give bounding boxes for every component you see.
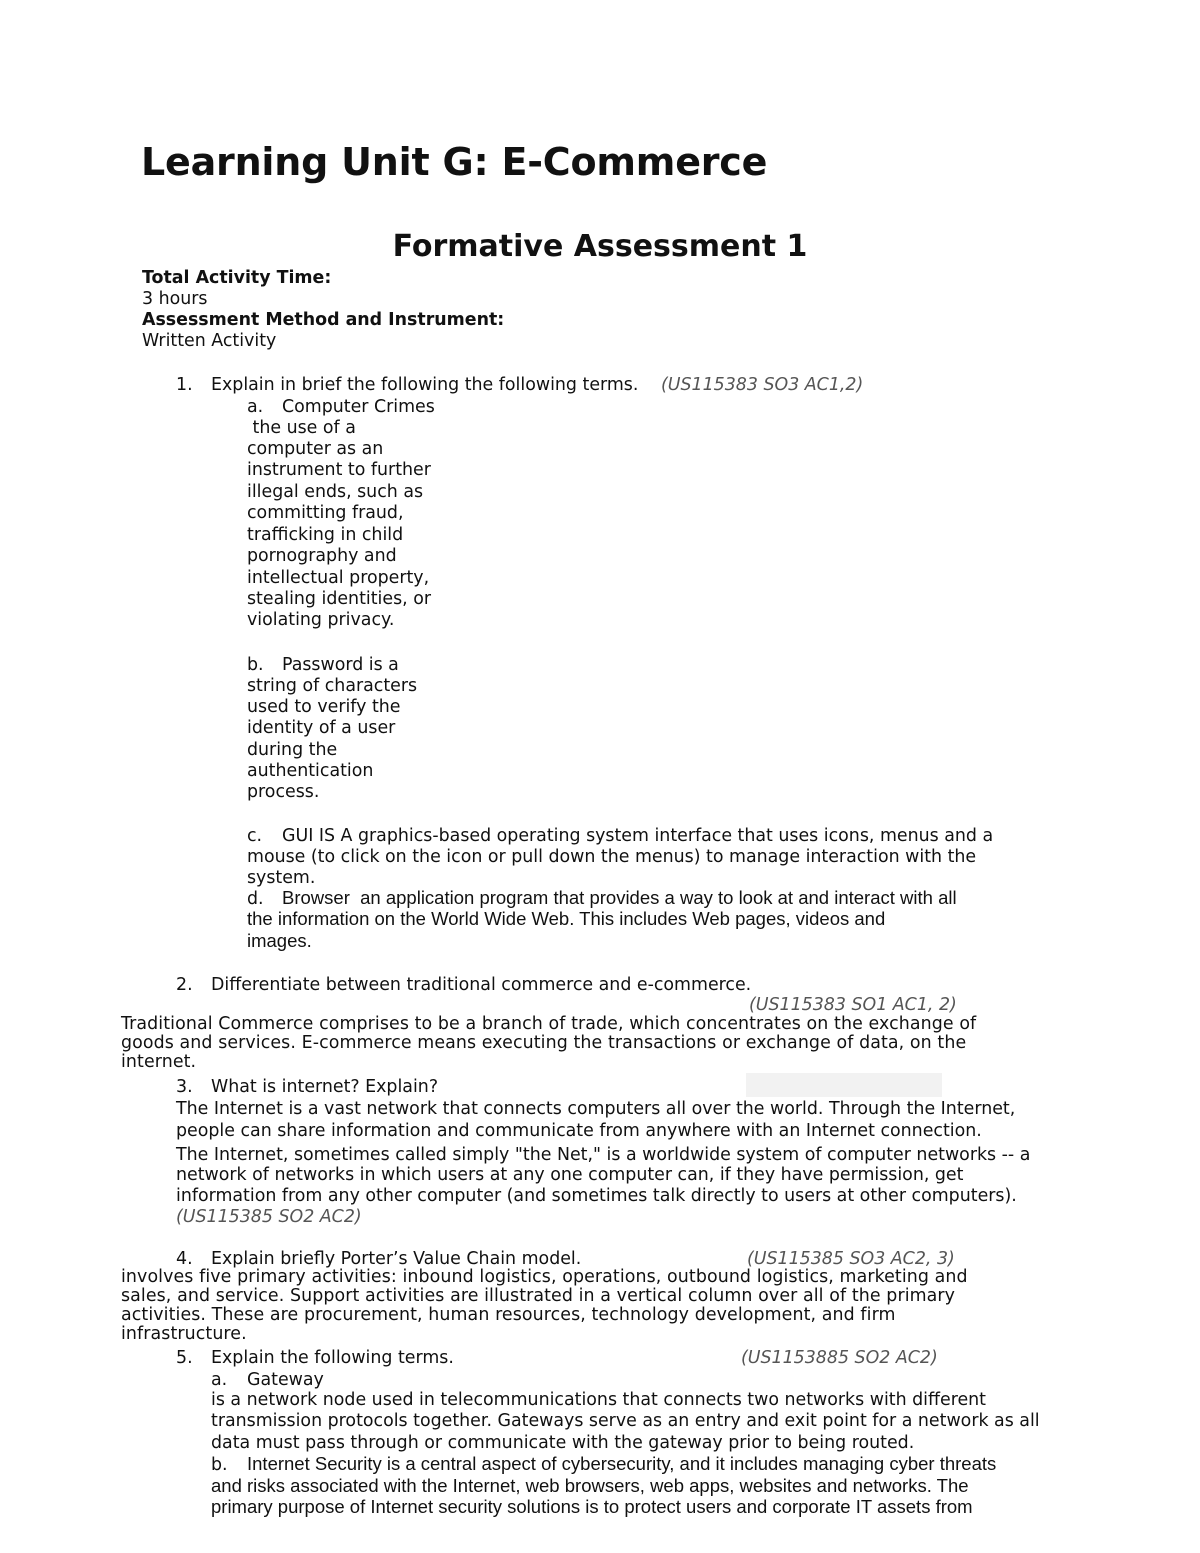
term-5a-line: transmission protocols together. Gateways serve as an entry and exit point for a network as all [211, 1411, 1040, 1431]
term-1b-line: Password is a [282, 655, 399, 675]
term-5a-line: is a network node used in telecommunications that connects two networks with different [211, 1390, 987, 1410]
term-1d-line: the information on the World Wide Web. This includes Web pages, videos and [247, 908, 886, 929]
term-5a-line: data must pass through or communicate with the gateway prior to being routed. [211, 1433, 915, 1453]
term-1c-line: system. [247, 868, 316, 888]
term-1a-marker: a. [247, 397, 264, 417]
term-1b-line: used to verify the [247, 697, 401, 717]
term-1b-line: process. [247, 782, 320, 802]
assessment-method-value: Written Activity [142, 331, 277, 351]
answer-4-line: involves five primary activities: inbound logistics, operations, outbound logistics, marketing and [121, 1267, 968, 1287]
activity-time-label: Total Activity Time: [142, 268, 332, 288]
term-1a-line: pornography and [247, 546, 397, 566]
answer-3-line: people can share information and communicate from anywhere with an Internet connection. [176, 1121, 982, 1141]
term-1d-line: images. [247, 930, 312, 951]
term-1a-line: the use of a [247, 418, 356, 438]
answer-4-line: infrastructure. [121, 1324, 247, 1344]
term-1a-line: Computer Crimes [282, 397, 435, 417]
term-1a-line: stealing identities, or [247, 589, 431, 609]
question-4-number: 4. [176, 1249, 193, 1269]
term-1b-line: identity of a user [247, 718, 396, 738]
question-3-text: What is internet? Explain? [211, 1077, 439, 1097]
term-1a-line: violating privacy. [247, 610, 395, 630]
question-1-text: Explain in brief the following the following terms. [211, 375, 639, 395]
term-5b-line: Internet Security is a central aspect of cybersecurity, and it includes managing cyber threats [247, 1453, 997, 1474]
term-1a-line: trafficking in child [247, 525, 404, 545]
assessment-method-label: Assessment Method and Instrument: [142, 310, 505, 330]
answer-3-line: network of networks in which users at any one computer can, if they have permission, get [176, 1165, 964, 1185]
question-4-reference: (US115385 SO3 AC2, 3) [747, 1249, 955, 1269]
term-1a-line: committing fraud, [247, 503, 404, 523]
term-1b-line: during the [247, 740, 338, 760]
term-5b-line: and risks associated with the Internet, web browsers, web apps, websites and networks. The [211, 1475, 969, 1496]
document-title: Learning Unit G: E-Commerce [141, 140, 768, 184]
answer-2-line: internet. [121, 1052, 197, 1072]
answer-2-line: Traditional Commerce comprises to be a branch of trade, which concentrates on the exchange of [121, 1014, 977, 1034]
term-5b-marker: b. [211, 1455, 228, 1475]
highlight-box [746, 1073, 942, 1097]
term-1c-marker: c. [247, 826, 263, 846]
answer-2-line: goods and services. E-commerce means executing the transactions or exchange of data, on the [121, 1033, 967, 1053]
term-1b-line: authentication [247, 761, 374, 781]
term-1c-line: GUI IS A graphics-based operating system interface that uses icons, menus and a [282, 826, 994, 846]
answer-3-line: The Internet is a vast network that connects computers all over the world. Through the Internet, [176, 1099, 1016, 1119]
term-1b-marker: b. [247, 655, 264, 675]
term-1c-line: mouse (to click on the icon or pull down the menus) to manage interaction with the [247, 847, 977, 867]
question-3-number: 3. [176, 1077, 193, 1097]
question-1-number: 1. [176, 375, 193, 395]
question-5-reference: (US1153885 SO2 AC2) [741, 1348, 938, 1368]
question-3-reference: (US115385 SO2 AC2) [176, 1207, 362, 1227]
activity-time-value: 3 hours [142, 289, 208, 309]
term-1b-line: string of characters [247, 676, 418, 696]
term-5a-marker: a. [211, 1370, 228, 1390]
question-5-text: Explain the following terms. [211, 1348, 454, 1368]
term-1a-line: illegal ends, such as [247, 482, 424, 502]
answer-3-line: information from any other computer (and sometimes talk directly to users at other computers). [176, 1186, 1017, 1206]
answer-4-line: activities. These are procurement, human resources, technology development, and firm [121, 1305, 896, 1325]
term-1a-line: computer as an [247, 439, 384, 459]
answer-4-line: sales, and service. Support activities are illustrated in a vertical column over all of the primary [121, 1286, 956, 1306]
question-1-reference: (US115383 SO3 AC1,2) [661, 375, 864, 395]
question-2-number: 2. [176, 975, 193, 995]
question-2-reference: (US115383 SO1 AC1, 2) [749, 995, 957, 1015]
term-5a-term: Gateway [247, 1370, 324, 1390]
term-1d-marker: d. [247, 889, 264, 909]
question-4-text: Explain briefly Porter’s Value Chain model. [211, 1249, 582, 1269]
term-1d-line: Browser an application program that provides a way to look at and interact with all [282, 887, 957, 908]
assessment-title: Formative Assessment 1 [392, 229, 808, 264]
question-5-number: 5. [176, 1348, 193, 1368]
term-1a-line: instrument to further [247, 460, 431, 480]
term-5b-line: primary purpose of Internet security solutions is to protect users and corporate IT assets from [211, 1496, 973, 1517]
answer-3-line: The Internet, sometimes called simply "the Net," is a worldwide system of computer networks -- a [176, 1145, 1031, 1165]
term-1a-line: intellectual property, [247, 568, 430, 588]
question-2-text: Differentiate between traditional commerce and e-commerce. [211, 975, 752, 995]
